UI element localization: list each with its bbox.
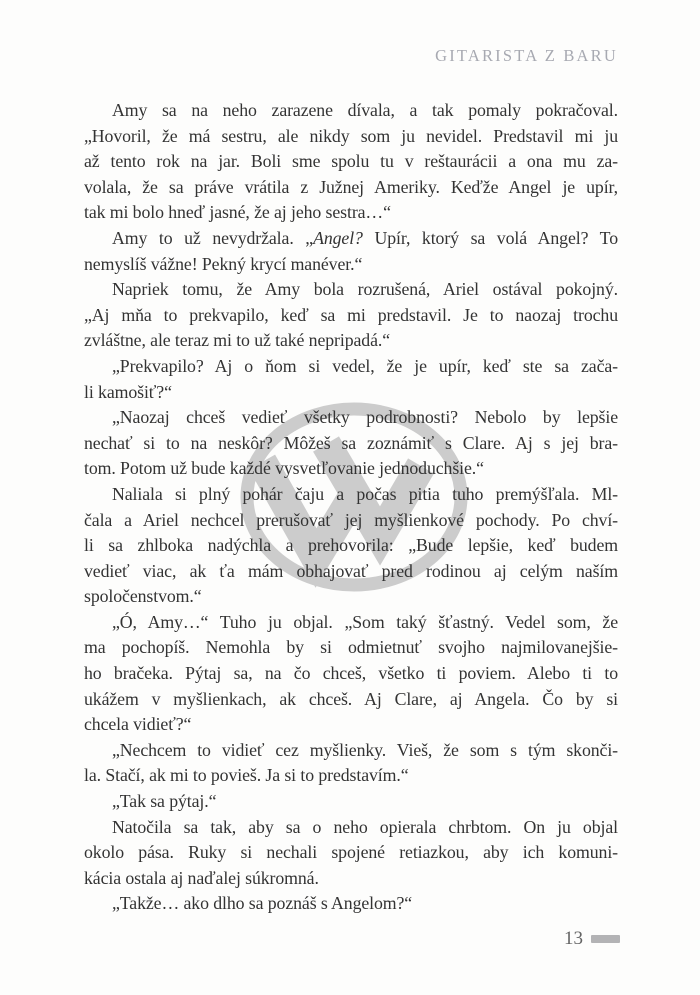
text-line: li kamošiť?“ [84,381,172,402]
text-line: volala, že sa práve vrátila z Južnej Ameriky. Keďže Angel je upír, [84,176,618,197]
text-line: tom. Potom už bude každé vysvetľovanie jednoduchšie.“ [84,458,484,479]
paragraph [84,405,618,482]
running-header: GITARISTA Z BARU [435,46,618,65]
text-line: Amy sa na neho zarazene dívala, a tak pomaly pokračoval. [112,100,618,120]
page-number: 13 [564,928,583,949]
text-line: „Aj mňa to prekvapilo, keď sa mi predstavil. Je to naozaj trochu [84,304,618,325]
text-line: okolo pása. Ruky si nechali spojené retiazkou, aby ich komuni- [84,842,618,863]
text-line: „Ó, Amy…“ Tuho ju objal. „Som taký šťastný. Vedel som, že [112,611,618,632]
page-footer [84,928,620,950]
paragraph [84,610,618,738]
paragraph [84,738,618,789]
paragraph [84,789,618,815]
paragraph [84,815,618,892]
text-line: nechať si to na neskôr? Môžeš sa zoznámiť s Clare. Aj s jej bra- [84,432,618,453]
text-line: Naliala si plný pohár čaju a počas pitia tuho premýšľala. Ml- [112,483,618,504]
text-line: kácia ostala aj naďalej súkromná. [84,867,319,888]
paragraph [84,354,618,405]
paragraph [84,277,618,354]
paragraph [84,891,618,917]
text-line: čala a Ariel nechcel prerušovať jej myšlienkové pochody. Po chví- [84,509,618,530]
text-line: „Tak sa pýtaj.“ [112,791,217,812]
paragraph [84,98,618,226]
body-text [84,98,618,917]
paragraph [84,482,618,610]
paragraph [84,226,618,277]
text-line: ho bračeka. Pýtaj sa, na čo chceš, všetko ti poviem. Alebo ti to [84,663,618,684]
text-line: zvláštne, ale teraz mi to už také nepripadá.“ [84,330,391,351]
text-line: „Hovoril, že má sestru, ale nikdy som ju nevidel. Predstavil mi ju [84,125,618,146]
text-line: chcela vidieť?“ [84,714,192,735]
text-line: Amy to už nevydržala. „Angel? Upír, ktorý sa volá Angel? To [112,227,618,248]
text-line: Natočila sa tak, aby sa o neho opierala chrbtom. On ju objal [112,816,618,837]
text-line: „Nechcem to vidieť cez myšlienky. Vieš, že som s tým skonči- [112,739,618,760]
text-line: vedieť viac, ak ťa mám obhajovať pred rodinou aj celým naším [84,560,618,581]
text-line: nemyslíš vážne! Pekný krycí manéver.“ [84,253,363,274]
text-line: ma pochopíš. Nemohla by si odmietnuť svojho najmilovanejšie- [84,637,618,658]
text-line: Napriek tomu, že Amy bola rozrušená, Ariel ostával pokojný. [112,279,618,300]
text-line: la. Stačí, ak mi to povieš. Ja si to predstavím.“ [84,765,409,786]
text-line: „Takže… ako dlho sa poznáš s Angelom?“ [112,893,413,914]
text-line: tak mi bolo hneď jasné, že aj jeho sestra…“ [84,202,391,223]
text-line: spoločenstvom.“ [84,586,202,607]
text-line: „Prekvapilo? Aj o ňom si vedel, že je upír, keď ste sa zača- [112,355,618,376]
text-line: ukážem v myšlienkach, ak chceš. Aj Clare, aj Angela. Čo by si [84,688,618,709]
text-line: li sa zhlboka nadýchla a prehovorila: „Bude lepšie, keď budem [84,535,618,556]
text-line: „Naozaj chceš vedieť všetky podrobnosti? Nebolo by lepšie [112,407,618,428]
footer-dash-icon [591,935,620,943]
text-line: až tento rok na jar. Boli sme spolu tu v reštaurácii a ona mu za- [84,151,618,172]
